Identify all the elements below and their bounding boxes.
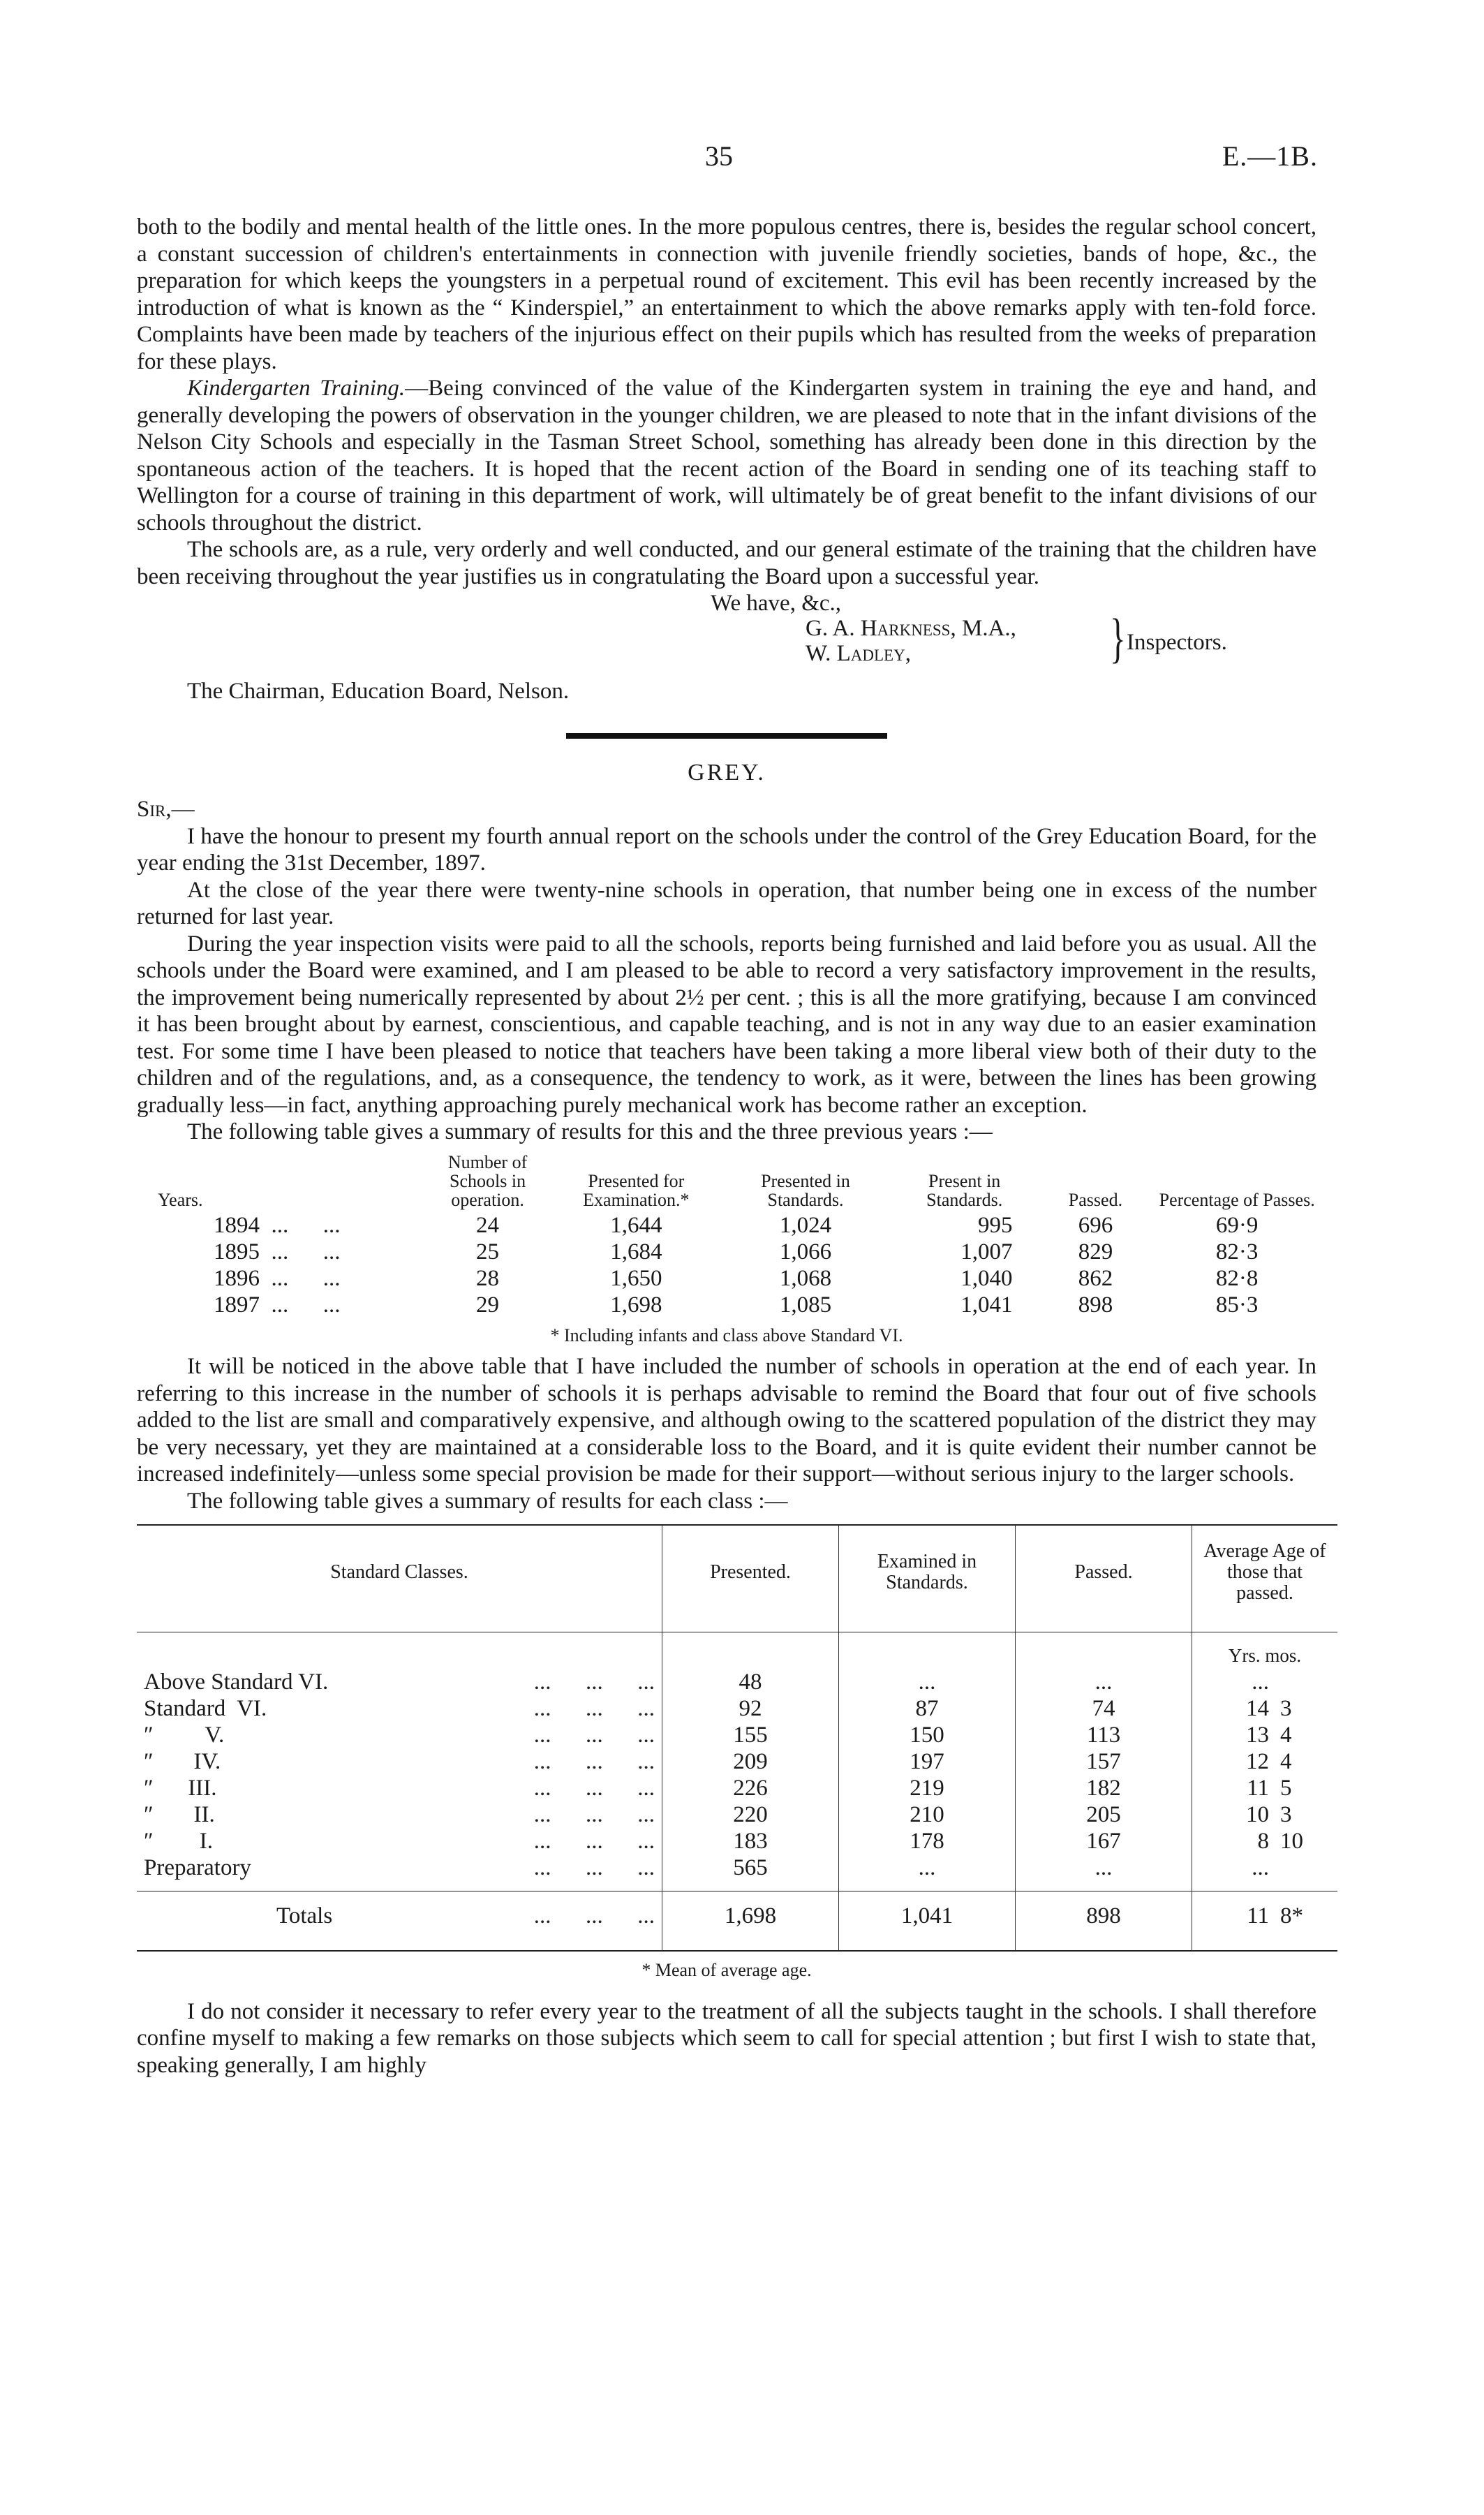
cell-examined: 197 bbox=[839, 1748, 1016, 1775]
col-passed: Passed. bbox=[1068, 1189, 1123, 1210]
col-present-std: Present in Standards. bbox=[926, 1170, 1003, 1210]
row-label: Standard VI. bbox=[144, 1696, 267, 1721]
cell-yrs: 12 bbox=[1192, 1748, 1274, 1775]
cell-0: 1897 bbox=[214, 1292, 260, 1318]
row-label: ″ III. bbox=[144, 1776, 217, 1801]
cell-presented: 92 bbox=[662, 1695, 839, 1722]
table-row bbox=[137, 1801, 1337, 1828]
cell-5: 696 bbox=[1078, 1212, 1113, 1238]
cell-passed: 113 bbox=[1016, 1722, 1192, 1748]
cell-3: 1,068 bbox=[779, 1265, 832, 1291]
cell-passed: 74 bbox=[1016, 1695, 1192, 1722]
addressee: The Chairman, Education Board, Nelson. bbox=[187, 679, 570, 704]
table-row bbox=[137, 1828, 1337, 1854]
cell-passed: 167 bbox=[1016, 1828, 1192, 1854]
cell-presented: 209 bbox=[662, 1748, 839, 1775]
class-results-body bbox=[137, 1632, 1337, 1952]
table-row bbox=[137, 1748, 1337, 1775]
leader-dots: ... ... ... bbox=[533, 1776, 655, 1801]
col-years: Years. bbox=[158, 1189, 203, 1210]
cell-5: 829 bbox=[1078, 1239, 1113, 1264]
paragraph-kindergarten bbox=[137, 375, 1316, 536]
leader-dots: ... ... ... bbox=[533, 1749, 655, 1774]
cell-label-wrap bbox=[137, 1854, 662, 1891]
cell-yrs: 10 bbox=[1192, 1801, 1274, 1828]
summary-years-body bbox=[137, 1212, 1323, 1318]
cell-presented: 226 bbox=[662, 1775, 839, 1801]
table-row bbox=[137, 1854, 1337, 1891]
paragraph-grey-2: At the close of the year there were twenty-nine schools in operation, that number being one in excess of the number returned for last year. bbox=[137, 877, 1316, 929]
section-heading-grey: GREY. bbox=[688, 759, 766, 786]
cell-label-wrap bbox=[137, 1695, 662, 1722]
cell-yrs: 11 bbox=[1192, 1775, 1274, 1801]
cell-mos: 4 bbox=[1280, 1749, 1292, 1774]
cell-presented: 183 bbox=[662, 1828, 839, 1854]
cell-passed: ... bbox=[1016, 1854, 1192, 1891]
cell-label-wrap bbox=[137, 1801, 662, 1828]
leader-dots: ... ... bbox=[260, 1239, 341, 1264]
leader-dots: ... ... bbox=[260, 1265, 341, 1291]
cell-label-wrap bbox=[137, 1891, 662, 1952]
table-row bbox=[137, 1722, 1337, 1748]
col-presented: Presented. bbox=[662, 1525, 839, 1632]
cell-5: 862 bbox=[1078, 1265, 1113, 1291]
table1-footnote: * Including infants and class above Standard VI. bbox=[550, 1325, 903, 1345]
row-label: ″ II. bbox=[144, 1802, 215, 1827]
cell-examined: ... bbox=[839, 1669, 1016, 1695]
leader-dots: ... ... ... bbox=[533, 1829, 655, 1854]
units-row bbox=[137, 1632, 1337, 1669]
cell-passed: 898 bbox=[1016, 1891, 1192, 1952]
cell-label-wrap bbox=[137, 1748, 662, 1775]
table-header-row bbox=[137, 1153, 1323, 1212]
cell-1: 29 bbox=[476, 1292, 500, 1318]
leader-dots: ... ... ... bbox=[533, 1696, 655, 1721]
col-presented-std: Presented in Standards. bbox=[761, 1170, 850, 1210]
paragraph-grey-6: The following table gives a summary of results for each class :— bbox=[187, 1488, 788, 1514]
brace-icon: } bbox=[1110, 607, 1126, 668]
cell-3: 1,024 bbox=[779, 1212, 832, 1238]
col-passed: Passed. bbox=[1016, 1525, 1192, 1632]
cell-4: 1,040 bbox=[960, 1265, 1013, 1291]
col-percentage: Percentage of Passes. bbox=[1159, 1189, 1315, 1210]
row-label: ″ IV. bbox=[144, 1749, 221, 1774]
table-row bbox=[137, 1775, 1337, 1801]
table-row bbox=[137, 1669, 1337, 1695]
cell-yrs: 8 bbox=[1192, 1828, 1274, 1854]
cell-yrs: 13 bbox=[1192, 1722, 1274, 1748]
table-header-row bbox=[137, 1525, 1337, 1632]
cell-yrs: ... bbox=[1192, 1854, 1274, 1891]
page-number: 35 bbox=[705, 140, 733, 172]
cell-mos: 3 bbox=[1280, 1802, 1292, 1827]
cell-0: 1896 bbox=[214, 1265, 260, 1291]
leader-dots: ... ... ... bbox=[533, 1723, 655, 1748]
cell-2: 1,650 bbox=[610, 1265, 662, 1291]
leader-dots: ... ... ... bbox=[533, 1669, 655, 1695]
we-have: We have, &c., bbox=[711, 591, 842, 616]
cell-presented: 220 bbox=[662, 1801, 839, 1828]
age-units: Yrs. mos. bbox=[1192, 1632, 1338, 1669]
document-reference: E.—1B. bbox=[1222, 140, 1318, 172]
cell-examined: 87 bbox=[839, 1695, 1016, 1722]
cell-2: 1,698 bbox=[610, 1292, 662, 1318]
col-average-age: Average Age of those that passed. bbox=[1192, 1525, 1338, 1632]
leader-dots: ... ... bbox=[260, 1212, 341, 1238]
cell-2: 1,644 bbox=[610, 1212, 662, 1238]
inspectors-label: Inspectors. bbox=[1127, 630, 1227, 655]
cell-2: 1,684 bbox=[610, 1239, 662, 1264]
cell-examined: 210 bbox=[839, 1801, 1016, 1828]
signatory-harkness: G. A. Harkness, M.A., bbox=[806, 616, 1016, 641]
table-row bbox=[137, 1695, 1337, 1722]
cell-presented: 565 bbox=[662, 1854, 839, 1891]
cell-1: 24 bbox=[476, 1212, 500, 1238]
summary-years-table bbox=[137, 1153, 1323, 1318]
table-row bbox=[137, 1292, 1323, 1318]
leader-dots: ... ... ... bbox=[533, 1855, 655, 1880]
cell-passed: 157 bbox=[1016, 1748, 1192, 1775]
cell-mos bbox=[1273, 1854, 1337, 1891]
row-label: ″ I. bbox=[144, 1829, 213, 1854]
table-row bbox=[137, 1265, 1323, 1292]
kindergarten-text: —Being convinced of the value of the Kindergarten system in training the eye and hand, and generally developing the powers of observation in the younger children, we are pleased to note that in the infant divisions of the Nelson City Schools and especially in the Tasman Street School, something has already been done in this direction by the spontaneous action of the teachers. It is hoped that the recent action of the Board in sending one of its teaching staff to Wellington for a course of training in this department of work, will ultimately be of great benefit to the infant divisions of our schools throughout the district. bbox=[137, 376, 1316, 536]
cell-3: 1,066 bbox=[779, 1239, 832, 1264]
cell-1: 28 bbox=[476, 1265, 500, 1291]
cell-label-wrap bbox=[137, 1669, 662, 1695]
col-schools: Number of Schools in operation. bbox=[447, 1151, 528, 1210]
totals-row bbox=[137, 1891, 1337, 1952]
paragraph-grey-3: During the year inspection visits were paid to all the schools, reports being furnished and laid before you as usual. All the schools under the Board were examined, and I am pleased to be able to record a very satisfactory improvement in the results, the improvement being numerically represented by about 2½ per cent. ; this is all the more gratifying, because I am convinced it has been brought about by earnest, conscientious, and capable teaching, and is not in any way due to an easier examination test. For some time I have been pleased to notice that teachers have been taking a more liberal view both of their duty to the children and of the regulations, and, as a consequence, the tendency to work, as it were, between the lines has been growing gradually less—in fact, anything approaching purely mechanical work has become rather an exception. bbox=[137, 931, 1316, 1118]
cell-0: 1894 bbox=[214, 1212, 260, 1238]
row-label: Above Standard VI. bbox=[144, 1669, 329, 1695]
cell-label-wrap bbox=[137, 1775, 662, 1801]
cell-4: 995 bbox=[978, 1212, 1013, 1238]
cell-yrs: 14 bbox=[1192, 1695, 1274, 1722]
section-divider bbox=[566, 733, 887, 739]
paragraph-nelson-close: The schools are, as a rule, very orderly and well conducted, and our general estimate of the training that the children have been receiving throughout the year justifies us in congratulating the Board upon a successful year. bbox=[137, 537, 1316, 589]
row-label: Totals bbox=[276, 1903, 333, 1928]
row-label: Preparatory bbox=[144, 1855, 251, 1880]
paragraph-grey-7: I do not consider it necessary to refer every year to the treatment of all the subjects taught in the schools. I shall therefore confine myself to making a few remarks on those subjects which seem to call for special attention ; but first I wish to state that, speaking generally, I am highly bbox=[137, 1998, 1316, 2078]
paragraph-grey-4: The following table gives a summary of results for this and the three previous years :— bbox=[187, 1119, 993, 1144]
cell-mos: 10 bbox=[1280, 1829, 1303, 1854]
cell-presented: 155 bbox=[662, 1722, 839, 1748]
text-column bbox=[137, 214, 1326, 2079]
cell-6: 82·8 bbox=[1215, 1265, 1259, 1291]
salutation: Sir,— bbox=[137, 797, 195, 822]
signatory-ladley: W. Ladley, bbox=[806, 641, 911, 666]
col-presented-exam: Presented for Examination.* bbox=[583, 1170, 690, 1210]
col-examined: Examined in Standards. bbox=[839, 1525, 1016, 1632]
cell-5: 898 bbox=[1078, 1292, 1113, 1318]
cell-6: 69·9 bbox=[1215, 1212, 1259, 1238]
cell-6: 82·3 bbox=[1215, 1239, 1259, 1264]
cell-mos bbox=[1273, 1669, 1337, 1695]
cell-label-wrap bbox=[137, 1828, 662, 1854]
cell-0: 1895 bbox=[214, 1239, 260, 1264]
cell-examined: 1,041 bbox=[839, 1891, 1016, 1952]
signature-block bbox=[137, 590, 1316, 674]
cell-mos: 4 bbox=[1280, 1723, 1292, 1748]
col-standard-classes: Standard Classes. bbox=[137, 1525, 662, 1632]
cell-presented: 1,698 bbox=[662, 1891, 839, 1952]
row-label: ″ V. bbox=[144, 1723, 225, 1748]
table-row bbox=[137, 1212, 1323, 1239]
cell-3: 1,085 bbox=[779, 1292, 832, 1318]
table2-footnote: * Mean of average age. bbox=[641, 1960, 812, 1980]
leader-dots: ... ... ... bbox=[533, 1802, 655, 1827]
kindergarten-title: Kindergarten Training. bbox=[187, 376, 406, 401]
cell-6: 85·3 bbox=[1215, 1292, 1259, 1318]
cell-1: 25 bbox=[476, 1239, 500, 1264]
class-results-table bbox=[137, 1524, 1337, 1952]
cell-passed: 182 bbox=[1016, 1775, 1192, 1801]
paragraph-continuation: both to the bodily and mental health of the little ones. In the more populous centres, there is, besides the regular school concert, a constant succession of children's entertainments in connection with juvenile friendly societies, bands of hope, &c., the preparation for which keeps the youngsters in a perpetual round of excitement. This evil has been recently increased by the introduction of what is known as the “ Kinderspiel,” an entertainment to which the above remarks apply with ten-fold force. Complaints have been made by teachers of the injurious effect on their pupils which has resulted from the weeks of preparation for these plays. bbox=[137, 214, 1316, 374]
cell-examined: 150 bbox=[839, 1722, 1016, 1748]
paragraph-grey-5: It will be noticed in the above table that I have included the number of schools in operation at the end of each year. In referring to this increase in the number of schools it is perhaps advisable to remind the Board that four out of five schools added to the list are small and comparatively expensive, and although owing to the scattered population of the district they may be very necessary, yet they are maintained at a considerable loss to the Board, and it is quite evident their number cannot be increased indefinitely—unless some special provision be made for their support—without serious injury to the larger schools. bbox=[137, 1354, 1316, 1487]
cell-examined: 178 bbox=[839, 1828, 1016, 1854]
cell-mos: 5 bbox=[1280, 1776, 1292, 1801]
cell-examined: 219 bbox=[839, 1775, 1016, 1801]
cell-examined: ... bbox=[839, 1854, 1016, 1891]
cell-yrs: ... bbox=[1192, 1669, 1274, 1695]
cell-yrs: 11 bbox=[1192, 1891, 1274, 1952]
table-row bbox=[137, 1239, 1323, 1265]
cell-presented: 48 bbox=[662, 1669, 839, 1695]
cell-passed: ... bbox=[1016, 1669, 1192, 1695]
cell-label-wrap bbox=[137, 1722, 662, 1748]
cell-4: 1,041 bbox=[960, 1292, 1013, 1318]
leader-dots: ... ... bbox=[260, 1292, 341, 1318]
cell-mos: 8* bbox=[1273, 1891, 1337, 1952]
cell-passed: 205 bbox=[1016, 1801, 1192, 1828]
cell-mos: 3 bbox=[1280, 1696, 1292, 1721]
cell-4: 1,007 bbox=[960, 1239, 1013, 1264]
leader-dots: ... ... ... bbox=[533, 1903, 655, 1928]
paragraph-grey-1: I have the honour to present my fourth annual report on the schools under the control of the Grey Education Board, for the year ending the 31st December, 1897. bbox=[137, 823, 1316, 876]
